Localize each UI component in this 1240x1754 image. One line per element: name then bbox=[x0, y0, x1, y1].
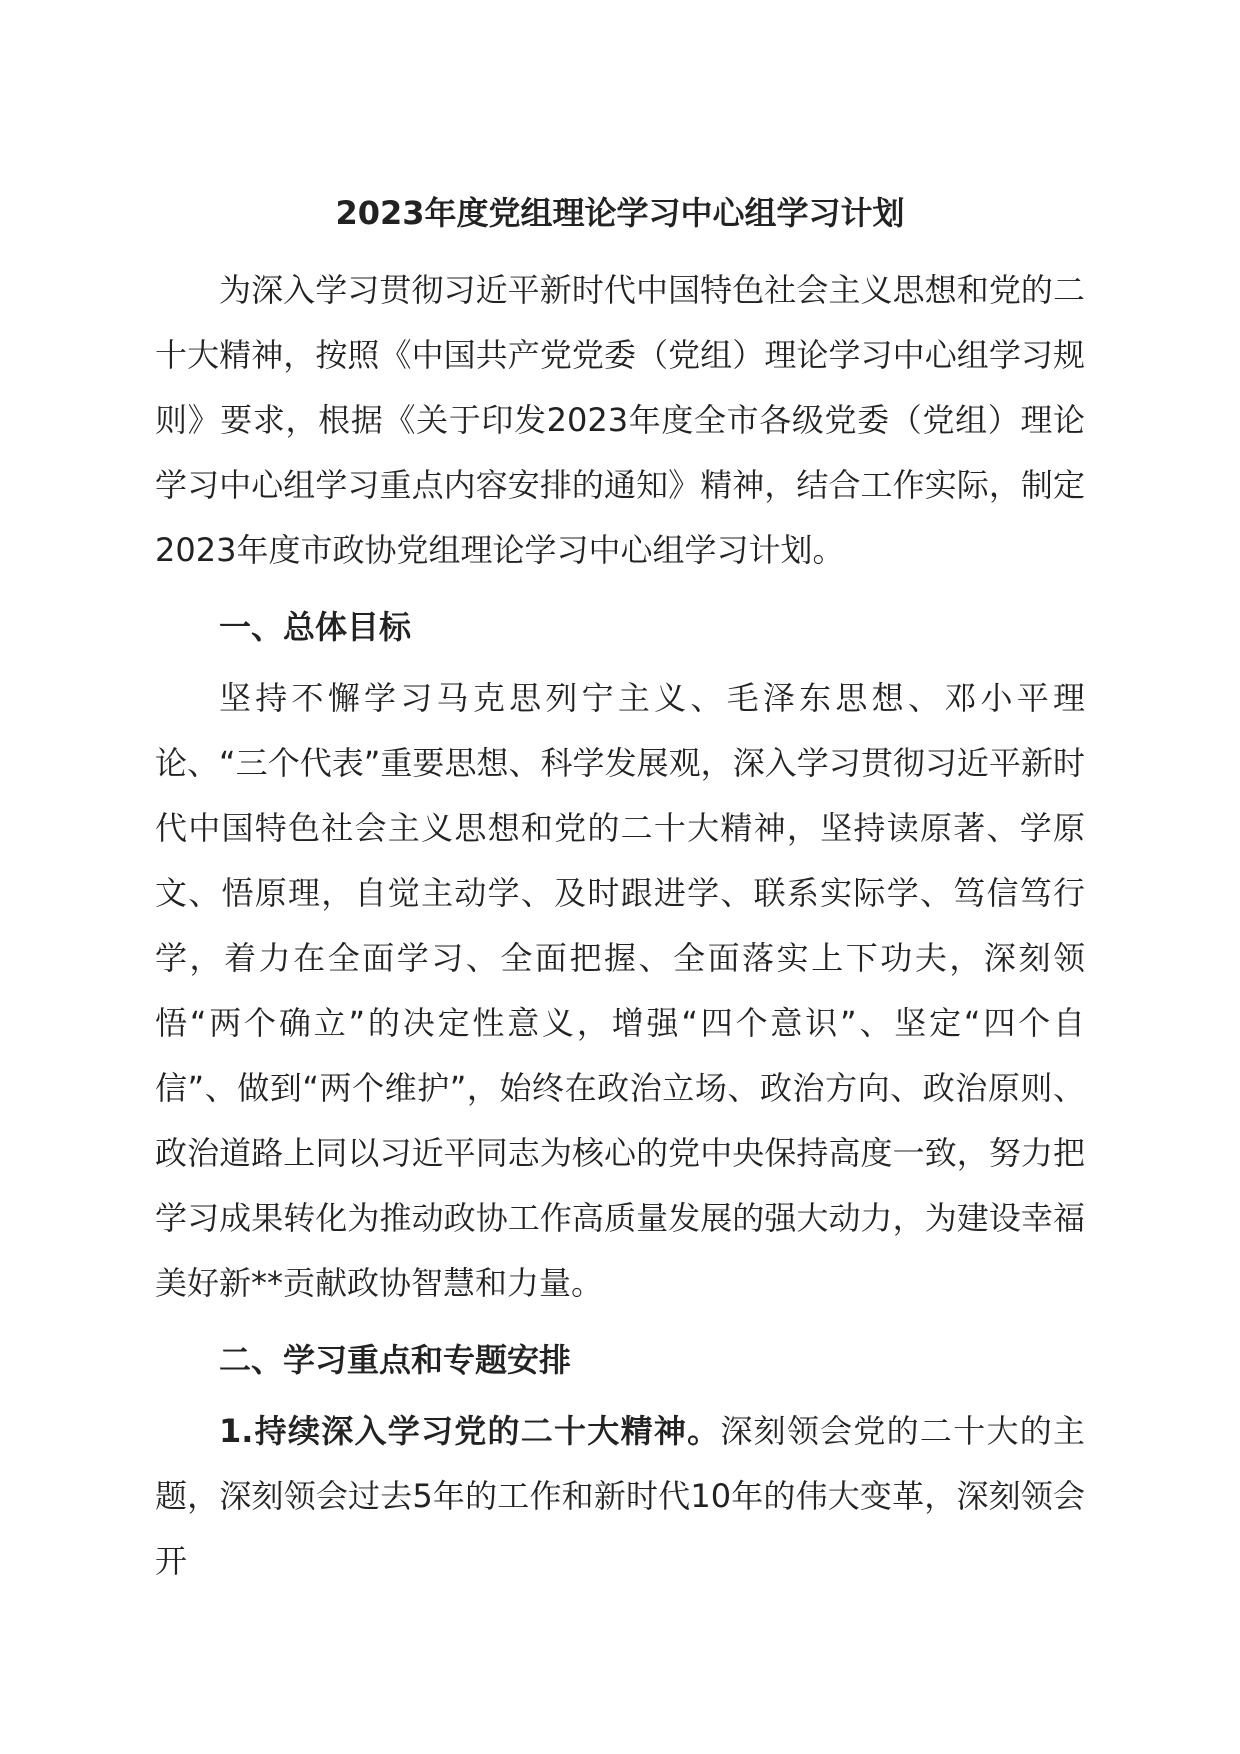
section-2-item-1-lead: 1.持续深入学习党的二十大精神。 bbox=[219, 1412, 721, 1450]
section-1-heading: 一、总体目标 bbox=[219, 608, 412, 646]
section-2-item-1-body: 深刻领会党的二十大的主题，深刻领会过去5年的工作和新时代10年的伟大变革，深刻领会开 bbox=[155, 1412, 1085, 1580]
section-2-item-1-paragraph bbox=[155, 1399, 1085, 1594]
document-body bbox=[155, 188, 1085, 1594]
section-2-heading: 二、学习重点和专题安排 bbox=[219, 1341, 572, 1379]
document-title: 2023年度党组理论学习中心组学习计划 bbox=[335, 194, 905, 232]
section-1-paragraph: 坚持不懈学习马克思列宁主义、毛泽东思想、邓小平理论、“三个代表”重要思想、科学发展观，深入学习贯彻习近平新时代中国特色社会主义思想和党的二十大精神，坚持读原著、学原文、悟原理，自觉主动学、及时跟进学、联系实际学、笃信笃行学，着力在全面学习、全面把握、全面落实上下功夫，深刻领悟“两个确立”的决定性意义，增强“四个意识”、坚定“四个自信”、做到“两个维护”，始终在政治立场、政治方向、政治原则、政治道路上同以习近平同志为核心的党中央保持高度一致，努力把学习成果转化为推动政协工作高质量发展的强大动力，为建设幸福美好新**贡献政协智慧和力量。 bbox=[155, 679, 1085, 1302]
intro-paragraph: 为深入学习贯彻习近平新时代中国特色社会主义思想和党的二十大精神，按照《中国共产党党委（党组）理论学习中心组学习规则》要求，根据《关于印发2023年度全市各级党委（党组）理论学习中心组学习重点内容安排的通知》精神，结合工作实际，制定2023年度市政协党组理论学习中心组学习计划。 bbox=[155, 271, 1085, 569]
